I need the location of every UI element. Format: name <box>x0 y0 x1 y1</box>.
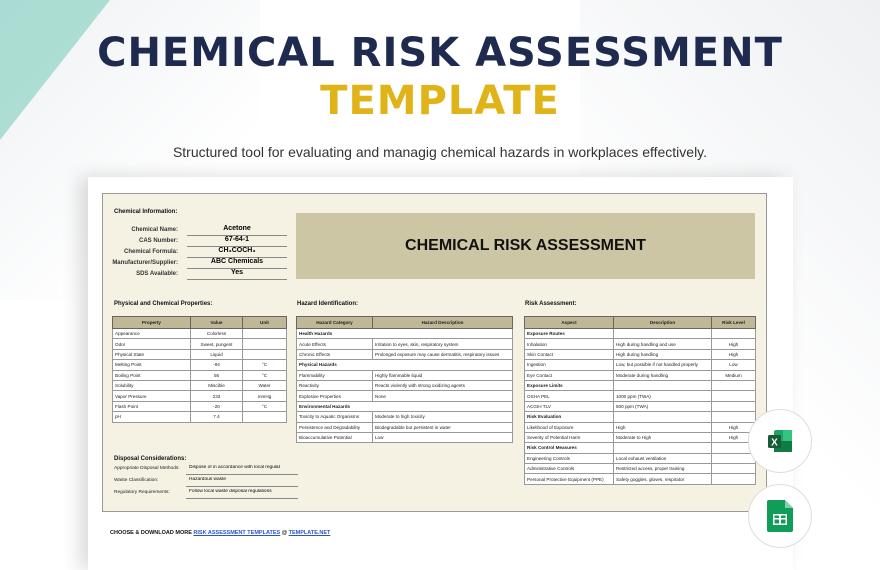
table-cell: Vapor Pressure <box>113 391 191 401</box>
table-cell: Engineering Controls <box>525 453 614 463</box>
props-heading: Physical and Chemical Properties: <box>114 301 213 307</box>
chem-heading: Chemical Information: <box>114 209 178 215</box>
table-cell <box>712 464 756 474</box>
chem-field-value: 67-64-1 <box>187 236 287 247</box>
table-row <box>525 339 756 349</box>
chem-field-label: CAS Number: <box>138 238 178 244</box>
table-cell: Irritation to eyes, skin, respiratory system <box>373 339 513 349</box>
disposal-heading: Disposal Considerations: <box>114 456 187 462</box>
table-cell: High <box>614 422 712 432</box>
table-cell: Colorless <box>191 329 243 339</box>
chem-field-label: Chemical Formula: <box>123 249 178 255</box>
table-cell <box>614 329 712 339</box>
table-row <box>525 422 756 432</box>
table-cell: Moderate to High <box>614 432 712 442</box>
table-cell: Odor <box>113 339 191 349</box>
table-cell <box>614 412 712 422</box>
excel-icon[interactable] <box>748 409 812 473</box>
disposal-label: Waste Classification: <box>114 478 159 483</box>
table-cell: Biodegradable but persistent in water <box>373 422 513 432</box>
table-cell: Reactivity <box>297 380 373 390</box>
table-cell <box>243 339 287 349</box>
table-cell: High <box>712 422 756 432</box>
table-cell: Moderate during handling <box>614 370 712 380</box>
page-title: CHEMICAL RISK ASSESSMENT <box>97 30 783 76</box>
table-cell: Ingestion <box>525 360 614 370</box>
table-row <box>525 391 756 401</box>
table-cell: -20 <box>191 401 243 411</box>
hazard-table <box>296 316 513 443</box>
table-cell: °C <box>243 370 287 380</box>
table-cell: Restricted access, proper training <box>614 464 712 474</box>
table-cell: °C <box>243 401 287 411</box>
table-cell: Exposure Limits <box>525 380 614 390</box>
table-row <box>113 401 287 411</box>
table-row <box>113 349 287 359</box>
header-row <box>113 317 287 329</box>
table-cell <box>712 391 756 401</box>
table-cell: Risk Control Measures <box>525 443 614 453</box>
column-header: Hazard Description <box>373 317 513 329</box>
table-cell: Reacts violently with strong oxidizing agents <box>373 380 513 390</box>
chem-field-value: CH₃COCH₃ <box>187 247 287 258</box>
table-row <box>297 339 513 349</box>
table-cell: Explosive Properties <box>297 391 373 401</box>
section-row <box>525 380 756 390</box>
table-row <box>113 370 287 380</box>
table-cell <box>243 329 287 339</box>
chem-field-label: SDS Available: <box>136 271 178 277</box>
column-header: Unit <box>243 317 287 329</box>
column-header: Risk Level <box>712 317 756 329</box>
table-cell: Local exhaust ventilation <box>614 453 712 463</box>
section-row <box>297 401 513 411</box>
table-cell: Likelihood of Exposure <box>525 422 614 432</box>
table-cell: 500 ppm (TWA) <box>614 401 712 411</box>
table-cell: Sweet, pungent <box>191 339 243 349</box>
table-row <box>297 391 513 401</box>
table-cell: High <box>712 432 756 442</box>
column-header: Value <box>191 317 243 329</box>
table-cell: Administrative Controls <box>525 464 614 474</box>
table-cell: Risk Evaluation <box>525 412 614 422</box>
table-cell: Water <box>243 380 287 390</box>
table-cell: High <box>712 339 756 349</box>
table-cell: Miscible <box>191 380 243 390</box>
table-cell: Persistence and Degradability <box>297 422 373 432</box>
table-row <box>113 412 287 422</box>
table-cell: Highly flammable liquid <box>373 370 513 380</box>
table-row <box>525 432 756 442</box>
table-cell: None <box>373 391 513 401</box>
section-row <box>525 329 756 339</box>
table-cell: 56 <box>191 370 243 380</box>
risk-templates-link[interactable]: RISK ASSESSMENT TEMPLATES <box>193 530 281 536</box>
table-row <box>525 370 756 380</box>
footer-sep: @ <box>280 530 289 536</box>
table-cell <box>243 412 287 422</box>
hazard-heading: Hazard Identification: <box>297 301 359 307</box>
table-cell <box>712 380 756 390</box>
table-cell: Safety goggles, gloves, respirator <box>614 474 712 484</box>
chem-field-value: Acetone <box>187 225 287 236</box>
section-row <box>525 412 756 422</box>
table-row <box>525 464 756 474</box>
header-row <box>297 317 513 329</box>
table-cell: Bioaccumulative Potential <box>297 432 373 442</box>
table-cell: Physical State <box>113 349 191 359</box>
table-cell: Appearance <box>113 329 191 339</box>
table-cell <box>712 329 756 339</box>
disposal-label: Regulatory Requirements: <box>114 490 170 495</box>
table-cell <box>712 412 756 422</box>
table-cell: Acute Effects <box>297 339 373 349</box>
table-row <box>113 329 287 339</box>
section-label: Health Hazards <box>297 329 513 339</box>
chem-field-label: Manufacturer/Supplier: <box>112 260 178 266</box>
table-row <box>113 339 287 349</box>
table-row <box>297 349 513 359</box>
section-row <box>525 443 756 453</box>
table-cell <box>614 380 712 390</box>
table-cell: mmHg <box>243 391 287 401</box>
disposal-value: Dispose of in accordance with local regulat <box>186 465 298 475</box>
table-row <box>525 349 756 359</box>
table-cell: °C <box>243 360 287 370</box>
google-sheets-icon[interactable] <box>748 484 812 548</box>
table-cell: Severity of Potential Harm <box>525 432 614 442</box>
table-cell: Low <box>712 360 756 370</box>
column-header: Aspect <box>525 317 614 329</box>
table-cell <box>712 474 756 484</box>
table-cell: -94 <box>191 360 243 370</box>
table-cell: Flash Point <box>113 401 191 411</box>
column-header: Hazard Category <box>297 317 373 329</box>
table-row <box>113 360 287 370</box>
footer <box>110 530 330 536</box>
table-cell: Toxicity to Aquatic Organisms <box>297 412 373 422</box>
disposal-value: Follow local waste disposal regulations <box>186 489 298 499</box>
table-row <box>525 453 756 463</box>
table-cell: Liquid <box>191 349 243 359</box>
table-cell <box>614 443 712 453</box>
table-cell: ACGIH TLV <box>525 401 614 411</box>
table-row <box>297 422 513 432</box>
page-title-sub: TEMPLATE <box>320 78 560 124</box>
table-cell: pH <box>113 412 191 422</box>
risk-heading: Risk Assessment: <box>525 301 577 307</box>
table-cell <box>712 453 756 463</box>
table-cell: Prolonged exposure may cause dermatitis, respiratory issues <box>373 349 513 359</box>
table-row <box>297 432 513 442</box>
table-cell: Medium <box>712 370 756 380</box>
table-cell: Eye Contact <box>525 370 614 380</box>
table-row <box>113 391 287 401</box>
column-header: Property <box>113 317 191 329</box>
table-cell: Chronic Effects <box>297 349 373 359</box>
table-cell: Moderate to high toxicity <box>373 412 513 422</box>
column-header: Description <box>614 317 712 329</box>
template-net-link[interactable]: TEMPLATE.NET <box>288 530 331 536</box>
table-cell: Skin Contact <box>525 349 614 359</box>
table-cell: OSHA PEL <box>525 391 614 401</box>
table-row <box>525 401 756 411</box>
table-cell: Low <box>373 432 513 442</box>
table-row <box>525 360 756 370</box>
table-row <box>113 380 287 390</box>
disposal-label: Appropriate Disposal Methods: <box>114 466 180 471</box>
header-row <box>525 317 756 329</box>
table-cell: Flammability <box>297 370 373 380</box>
table-cell: High during handling and use <box>614 339 712 349</box>
table-cell: 233 <box>191 391 243 401</box>
table-cell: Inhalation <box>525 339 614 349</box>
section-label: Environmental Hazards <box>297 401 513 411</box>
table-cell: Boiling Point <box>113 370 191 380</box>
chem-field-value: Yes <box>187 269 287 280</box>
table-cell: Exposure Routes <box>525 329 614 339</box>
table-cell: Low, but possible if not handled properly <box>614 360 712 370</box>
section-row <box>297 360 513 370</box>
table-cell: Melting Point <box>113 360 191 370</box>
banner-title: CHEMICAL RISK ASSESSMENT <box>296 213 755 279</box>
table-cell <box>712 401 756 411</box>
table-cell: 7.4 <box>191 412 243 422</box>
svg-text:X: X <box>771 437 778 449</box>
subtitle: Structured tool for evaluating and managig chemical hazards in workplaces effectively. <box>172 144 708 160</box>
table-row <box>525 474 756 484</box>
section-label: Physical Hazards <box>297 360 513 370</box>
footer-text: CHOOSE & DOWNLOAD MORE <box>110 530 194 536</box>
table-cell: Personal Protective Equipment (PPE) <box>525 474 614 484</box>
disposal-value: Hazardous waste <box>186 477 298 487</box>
risk-table <box>524 316 756 485</box>
section-row <box>297 329 513 339</box>
chem-field-label: Chemical Name: <box>131 227 178 233</box>
table-row <box>297 370 513 380</box>
table-row <box>297 412 513 422</box>
table-cell <box>243 349 287 359</box>
table-cell: Solubility <box>113 380 191 390</box>
table-cell: High during handling <box>614 349 712 359</box>
table-cell: 1000 ppm (TWA) <box>614 391 712 401</box>
properties-table <box>112 316 287 423</box>
table-cell: High <box>712 349 756 359</box>
chem-field-value: ABC Chemicals <box>187 258 287 269</box>
table-row <box>297 380 513 390</box>
